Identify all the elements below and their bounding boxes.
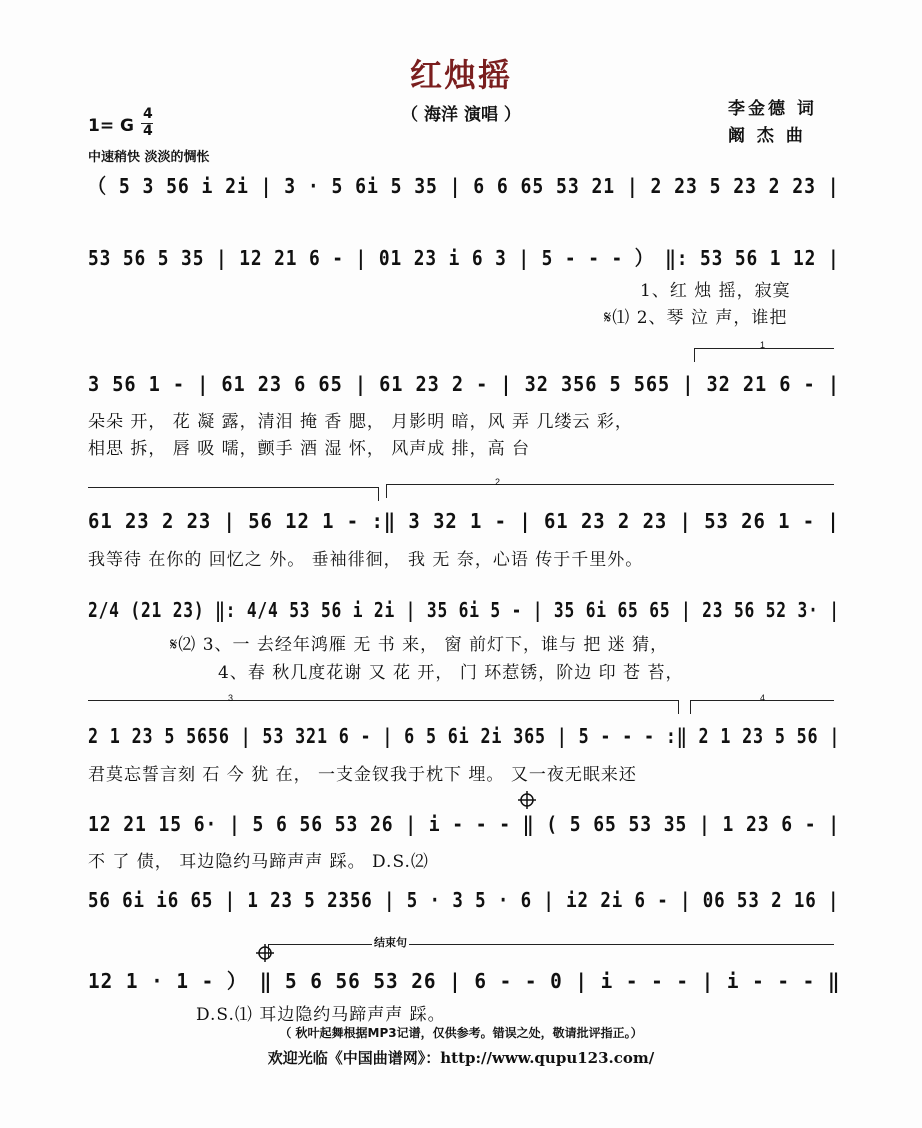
singer-credit: （ 海洋 演唱 ）: [401, 105, 521, 125]
music-line-5: 2/4 (21 23) ‖: 4/4 53 56 i 2i | 35 6i 5 - | 35 6i 65 65 | 23 56 52 3· |: [88, 598, 840, 622]
lyric-line-9: D.S.⑴ 耳边隐约马蹄声声 踩。: [196, 1005, 446, 1025]
lyric-line-5b: 4、春 秋几度花谢 又 花 开， 门 环惹锈，阶边 印 苍 苔，: [218, 663, 684, 683]
lyric-verse-1-intro: 1、红 烛 摇，寂寞: [640, 281, 791, 301]
lyric-verse-2-intro: 𝄋⑴ 2、琴 泣 声，谁把: [604, 308, 788, 328]
lyric-line-5a: 𝄋⑵ 3、一 去经年鸿雁 无 书 来， 窗 前灯下，谁与 把 迷 猜，: [170, 635, 669, 655]
volta-1-number: 1: [760, 340, 766, 350]
ending-label: 结束句: [374, 936, 407, 949]
volta-2-number: 2: [495, 477, 501, 487]
volta-3-number: 3: [228, 693, 234, 703]
music-line-6: 2 1 23 5 5656 | 53 321 6 - | 6 5 6i 2i 365 | 5 - - - :‖ 2 1 23 5 56 |: [88, 724, 841, 748]
transcription-note: （ 秋叶起舞根据MP3记谱，仅供参考。错误之处，敬请批评指正。）: [279, 1026, 643, 1040]
time-signature-top: 4: [143, 106, 153, 122]
music-line-1: （ 5 3 56 i 2i | 3 · 5 6i 5 35 | 6 6 65 53 21 | 2 23 5 23 2 23 |: [88, 174, 840, 198]
composer-credit: 阚 杰 曲: [728, 126, 806, 146]
coda-icon: [256, 944, 274, 962]
music-line-8: 56 6i i6 65 | 1 23 5 2356 | 5 · 3 5 · 6 | i2 2i 6 - | 06 53 2 16 |: [88, 888, 840, 912]
key-signature: 1= G: [88, 116, 134, 136]
time-signature-bottom: 4: [143, 123, 153, 139]
lyric-line-3b: 相思 拆， 唇 吸 嚅，颤手 酒 湿 怀， 风声成 排，高 台: [88, 439, 531, 459]
website-credit: 欢迎光临《中国曲谱网》：http://www.qupu123.com/: [267, 1049, 655, 1067]
music-line-7: 12 21 15 6· | 5 6 56 53 26 | i - - - ‖ ( 5 65 53 35 | 1 23 6 - |: [88, 812, 840, 836]
lyricist-credit: 李金德 词: [728, 99, 817, 119]
lyric-line-3a: 朵朵 开， 花 凝 露，清泪 掩 香 腮， 月影明 暗，风 弄 几缕云 彩，: [88, 412, 633, 432]
music-line-3: 3 56 1 - | 61 23 6 65 | 61 23 2 - | 32 356 5 565 | 32 21 6 - |: [88, 372, 840, 396]
music-line-2: 53 56 5 35 | 12 21 6 - | 01 23 i 6 3 | 5 - - - ） ‖: 53 56 1 12 |: [88, 246, 840, 270]
tempo-marking: 中速稍快 淡淡的惆怅: [88, 150, 210, 165]
volta-4-number: 4: [760, 693, 766, 703]
lyric-line-7: 不 了 债， 耳边隐约马蹄声声 踩。 D.S.⑵: [88, 852, 429, 872]
lyric-line-4: 我等待 在你的 回忆之 外。 垂袖徘徊， 我 无 奈，心语 传于千里外。: [88, 550, 644, 570]
song-title: 红烛摇: [409, 56, 512, 94]
music-line-9: 12 1 · 1 - ） ‖ 5 6 56 53 26 | 6 - - 0 | i - - - | i - - - ‖: [88, 969, 841, 993]
coda-icon: [518, 791, 536, 809]
music-line-4: 61 23 2 23 | 56 12 1 - :‖ 3 32 1 - | 61 23 2 23 | 53 26 1 - |: [88, 509, 840, 533]
lyric-line-6: 君莫忘誓言刻 石 今 犹 在， 一支金钗我于枕下 埋。 又一夜无眠来还: [88, 765, 637, 785]
